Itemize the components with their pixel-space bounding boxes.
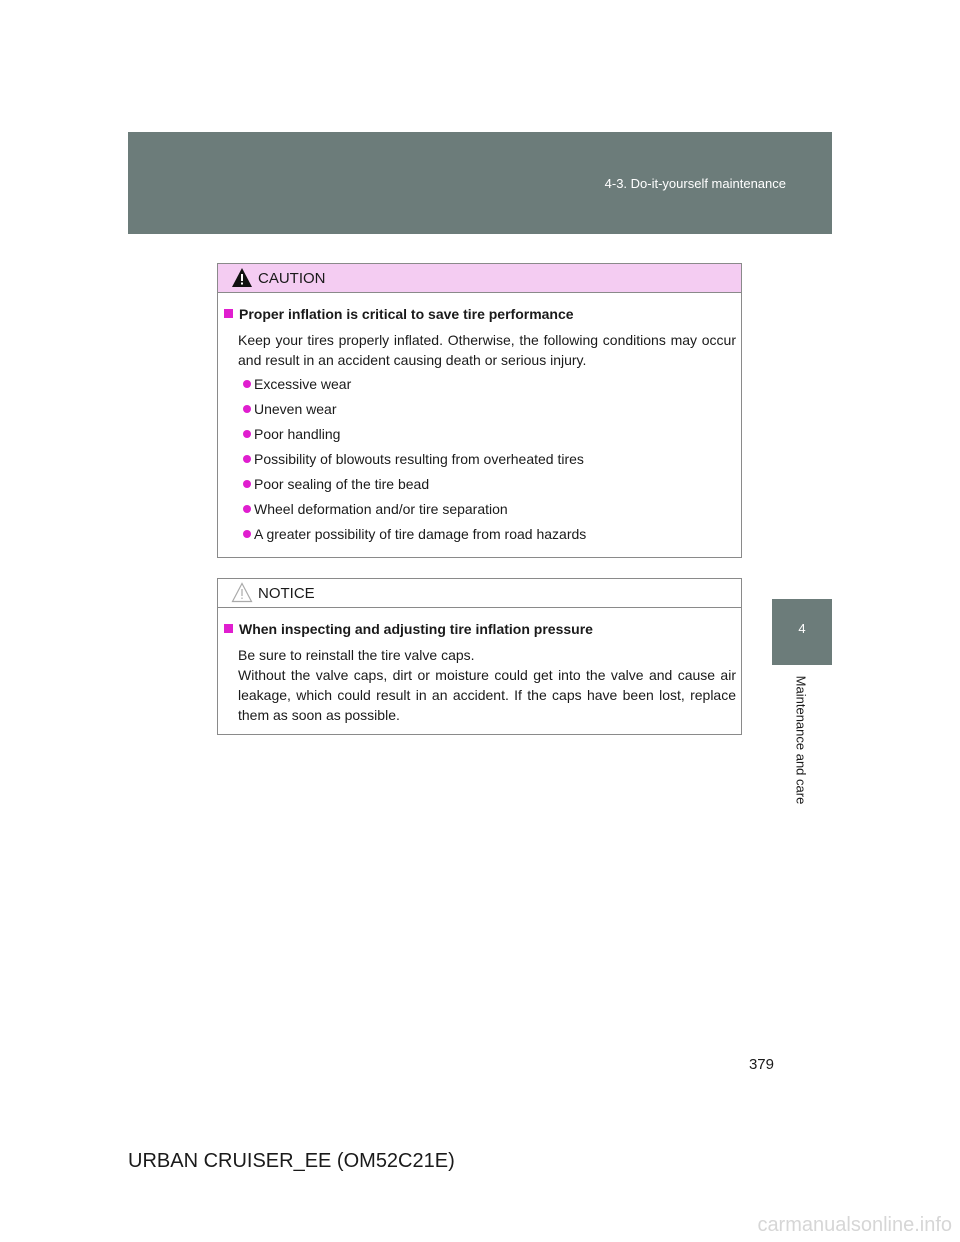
chapter-tab: [772, 599, 832, 665]
notice-line-1: Be sure to reinstall the tire valve caps.: [238, 647, 475, 663]
notice-header: [218, 579, 741, 608]
caution-box: [217, 263, 742, 558]
caution-bullet-list: [224, 374, 736, 549]
warning-icon: [231, 267, 253, 288]
list-item: [238, 374, 736, 399]
document-id: URBAN CRUISER_EE (OM52C21E): [128, 1150, 455, 1172]
list-item: [238, 449, 736, 474]
list-item-text: Excessive wear: [254, 376, 352, 392]
list-item: [238, 524, 736, 549]
circle-bullet-icon: [243, 505, 251, 513]
list-item: [238, 399, 736, 424]
circle-bullet-icon: [243, 430, 251, 438]
circle-bullet-icon: [243, 405, 251, 413]
caution-header: [218, 264, 741, 293]
notice-box: [217, 578, 742, 735]
circle-bullet-icon: [243, 455, 251, 463]
caution-title: CAUTION: [258, 270, 326, 287]
circle-bullet-icon: [243, 530, 251, 538]
caution-body: [218, 293, 741, 549]
notice-title: NOTICE: [258, 585, 315, 602]
watermark: carmanualsonline.info: [757, 1214, 952, 1236]
list-item-text: Possibility of blowouts resulting from overheated tires: [254, 451, 584, 467]
notice-text: [224, 645, 736, 725]
notice-body: [218, 608, 741, 725]
chapter-label: Maintenance and care: [793, 675, 809, 805]
circle-bullet-icon: [243, 480, 251, 488]
list-item-text: A greater possibility of tire damage from road hazards: [254, 526, 587, 542]
list-item-text: Poor handling: [254, 426, 341, 442]
list-item: [238, 499, 736, 524]
square-bullet-icon: [224, 309, 233, 318]
section-title: 4-3. Do-it-yourself maintenance: [604, 176, 786, 191]
list-item-text: Wheel deformation and/or tire separation: [254, 501, 508, 517]
caution-text: Keep your tires properly inflated. Otherwise, the following conditions may occur and result in an accident causing death or serious injury.: [238, 332, 736, 368]
square-bullet-icon: [224, 624, 233, 633]
chapter-number: 4: [798, 621, 806, 636]
notice-heading: [224, 619, 736, 639]
list-item: [238, 424, 736, 449]
caution-heading: [224, 304, 736, 324]
circle-bullet-icon: [243, 380, 251, 388]
notice-heading-text: When inspecting and adjusting tire inflation pressure: [239, 621, 593, 637]
caution-heading-text: Proper inflation is critical to save tire performance: [239, 306, 574, 322]
header-band: [128, 132, 832, 234]
list-item: [238, 474, 736, 499]
notice-line-2: Without the valve caps, dirt or moisture could get into the valve and cause air leakage, which could result in an accident. If the caps have been lost, replace them as soon as possible.: [238, 667, 736, 723]
notice-warning-icon: [231, 582, 253, 603]
list-item-text: Poor sealing of the tire bead: [254, 476, 430, 492]
page-number: 379: [748, 1056, 774, 1073]
list-item-text: Uneven wear: [254, 401, 337, 417]
